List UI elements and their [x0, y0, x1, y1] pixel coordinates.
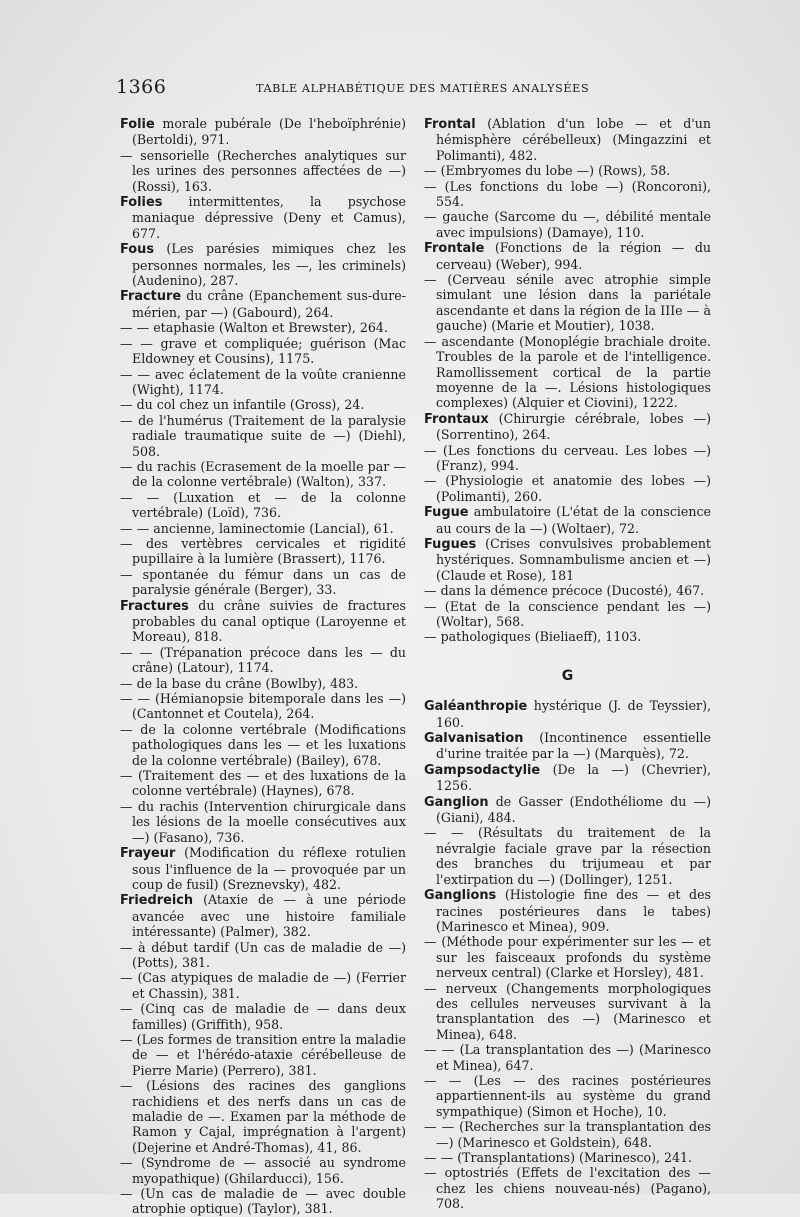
index-entry	[120, 940, 406, 971]
entry-text: — sensorielle (Recherches analytiques sur les urines des personnes affectées de —) (Rossi), 163.	[120, 147, 406, 194]
entry-text: morale pubérale (De l'heboïphrénie) (Bertoldi), 971.	[132, 116, 406, 148]
entry-term: Frontaux	[424, 411, 489, 427]
entry-term: Fugue	[424, 505, 469, 521]
entry-text: (Histologie fine des — et des racines postérieures dans le tabes) (Marinesco et Minea), 909.	[436, 887, 711, 934]
entry-text: (Ataxie de — à une période avancée avec une histoire familiale intéressante) (Palmer), 382.	[132, 892, 406, 940]
entry-text: — (Les fonctions du lobe —) (Roncoroni), 554.	[424, 178, 711, 210]
index-entry	[120, 799, 406, 845]
entry-text: — — grave et compliquée; guérison (Mac Eldowney et Cousins), 1175.	[120, 335, 406, 367]
entry-text: — — (Recherches sur la transplantation des —) (Marinesco et Goldstein), 648.	[424, 1119, 711, 1150]
index-entry	[120, 1001, 406, 1032]
entry-text: — (Embryomes du lobe —) (Rows), 58.	[424, 163, 671, 179]
entry-text: du crâne (Epanchement sus-dure-mérien, par —) (Gabourd), 264.	[132, 288, 406, 320]
entry-text: du crâne suivies de fractures probables du canal optique (Laroyenne et Moreau), 818.	[132, 597, 406, 645]
entry-term: Frontal	[424, 117, 476, 132]
entry-text: — gauche (Sarcome du —, débilité mentale avec impulsions) (Damaye), 110.	[424, 209, 711, 240]
entry-text: — pathologiques (Bieliaeff), 1103.	[424, 629, 642, 645]
entry-term: Folies	[120, 195, 163, 211]
index-entry	[120, 691, 406, 722]
index-entry	[424, 272, 711, 334]
entry-text: — des vertèbres cervicales et rigidité pupillaire à la lumière (Brassert), 1176.	[120, 535, 406, 567]
section-letter: G	[561, 667, 574, 684]
index-entry	[424, 473, 711, 504]
entry-term: Fracture	[120, 289, 182, 305]
index-entry	[120, 521, 406, 536]
entry-term: Galéanthropie	[424, 699, 528, 715]
index-entry	[120, 598, 406, 645]
entry-text: (Modification du réflexe rotulien sous l'influence de la — provoquée par un coup de fusil) (Sreznevsky), 482.	[132, 845, 406, 892]
entry-text: intermittentes, la psychose maniaque dépressive (Deny et Camus), 677.	[132, 194, 406, 241]
entry-text: — à début tardif (Un cas de maladie de —) (Potts), 381.	[120, 939, 406, 970]
entry-text: — nerveux (Changements morphologiques des cellules nerveuses survivant à la transplantation des —) (Marinesco et Minea), 648.	[424, 980, 711, 1042]
index-entry	[120, 845, 406, 892]
index-entry	[120, 397, 406, 412]
entry-text: — — (Transplantations) (Marinesco), 241.	[424, 1150, 693, 1165]
index-entry	[120, 1186, 406, 1217]
index-entry	[424, 179, 711, 210]
index-entry	[424, 1042, 711, 1073]
index-entry	[120, 676, 406, 691]
index-entry	[424, 981, 711, 1043]
page-header	[116, 76, 696, 100]
entry-text: — (Physiologie et anatomie des lobes —) (Polimanti), 260.	[424, 473, 711, 504]
entry-term: Frontale	[424, 241, 485, 257]
entry-term: Frayeur	[120, 846, 176, 862]
entry-text: — (Etat de la conscience pendant les —) (Woltar), 568.	[424, 598, 711, 629]
entry-text: — de la colonne vertébrale (Modifications pathologiques dans les — et les luxations de la colonne vertébrale) (Bailey), 678.	[120, 721, 406, 768]
left-column	[120, 116, 406, 1217]
entry-term: Fugues	[424, 536, 477, 552]
entry-term: Friedreich	[120, 893, 194, 909]
index-entry	[424, 443, 711, 474]
entry-text: — (Méthode pour expérimenter sur les — et sur les faisceaux profonds du système nerveux central) (Clarke et Horsley), 481.	[424, 934, 711, 981]
entry-text: — — (La transplantation des —) (Marinesco et Minea), 647.	[424, 1042, 711, 1073]
entry-text: — (Cas atypiques de maladie de —) (Ferrier et Chassin), 381.	[120, 970, 406, 1001]
entry-text: — — (Résultats du traitement de la névralgie faciale grave par la résection des branches du trijumeau et par l'extirpation du —) (Dollinger), 1251.	[424, 825, 711, 887]
entry-text: — — ancienne, laminectomie (Lancial), 61.	[120, 520, 394, 536]
entry-term: Gampsodactylie	[424, 762, 541, 778]
index-entry	[120, 194, 406, 241]
index-entry	[424, 411, 711, 443]
index-entry	[424, 887, 711, 934]
right-column	[424, 116, 711, 1212]
index-entry	[120, 1032, 406, 1078]
index-entry	[120, 116, 406, 148]
entry-term: Folie	[120, 117, 155, 132]
entry-text: ambulatoire (L'état de la conscience au cours de la —) (Woltaer), 72.	[436, 504, 711, 536]
entry-text: — (Cerveau sénile avec atrophie simple simulant une lésion dans la pariétale ascendante et dans la région de la IIIe — à gauche) (Marie et Moutier), 1038.	[424, 272, 711, 334]
index-entry	[424, 1150, 711, 1165]
entry-text: hystérique (J. de Teyssier), 160.	[436, 698, 711, 730]
entry-text: — — (Les — des racines postérieures appartiennent-ils au système du grand sympathique) (Simon et Hoche), 10.	[424, 1072, 711, 1119]
index-entry	[120, 320, 406, 335]
entry-text: — ascendante (Monoplégie brachiale droite. Troubles de la parole et de l'intelligence. Ramollissement cortical de la partie moyenne de la —. Lésions histologiques complexes) (Alquier et Ciovini), 1222.	[424, 333, 711, 411]
index-entry	[120, 567, 406, 598]
entry-text: — — etaphasie (Walton et Brewster), 264.	[120, 320, 388, 336]
index-entry	[120, 336, 406, 367]
index-entry	[424, 240, 711, 272]
index-entry	[120, 970, 406, 1001]
entry-term: Ganglion	[424, 794, 489, 810]
index-entry	[424, 825, 711, 887]
entry-term: Ganglions	[424, 888, 497, 904]
index-entry	[424, 536, 711, 583]
index-entry	[424, 163, 711, 178]
entry-text: — (Un cas de maladie de — avec double atrophie optique) (Taylor), 381.	[120, 1186, 406, 1217]
entry-text: — du rachis (Ecrasement de la moelle par — de la colonne vertébrale) (Walton), 337.	[120, 458, 406, 490]
entry-text: de Gasser (Endothéliome du —) (Giani), 484.	[436, 793, 711, 826]
index-entry	[424, 1165, 711, 1211]
entry-text: — (Syndrome de — associé au syndrome myopathique) (Ghilarducci), 156.	[120, 1155, 406, 1186]
index-entry	[424, 209, 711, 240]
entry-text: — (Traitement des — et des luxations de la colonne vertébrale) (Haynes), 678.	[120, 768, 406, 799]
entry-text: — (Lésions des racines des ganglions rachidiens et des nerfs dans un cas de maladie de —. Examen par la méthode de Ramon y Cajal, imprégnation à l'argent) (Dejerine et André-Thomas), 41, 86.	[120, 1078, 406, 1155]
index-entry	[424, 583, 711, 598]
entry-term: Fous	[120, 242, 154, 258]
index-entry	[424, 334, 711, 411]
index-entry	[424, 794, 711, 826]
index-entry	[424, 934, 711, 980]
index-entry	[424, 698, 711, 730]
index-entry	[424, 116, 711, 163]
index-entry	[120, 1078, 406, 1155]
page-number: 1366	[116, 76, 167, 98]
index-entry	[120, 148, 406, 194]
index-entry	[120, 536, 406, 567]
entry-text: — (Les formes de transition entre la maladie de — et l'hérédo-ataxie cérébelleuse de Pierre Marie) (Perrero), 381.	[120, 1031, 406, 1078]
entry-text: — — (Trépanation précoce dans les — du crâne) (Latour), 1174.	[120, 644, 406, 676]
index-entry	[120, 645, 406, 676]
entry-text: (Chirurgie cérébrale, lobes —) (Sorrentino), 264.	[436, 410, 711, 443]
index-entry	[120, 1155, 406, 1186]
index-entry	[120, 288, 406, 320]
running-title: TABLE ALPHABÉTIQUE DES MATIÈRES ANALYSÉES	[256, 82, 590, 95]
entry-text: — — (Luxation et — de la colonne vertébrale) (Loïd), 736.	[120, 489, 406, 521]
entry-text: — — avec éclatement de la voûte cranienne (Wight), 1174.	[120, 366, 406, 397]
entry-text: — (Cinq cas de maladie de — dans deux familles) (Griffith), 958.	[120, 1001, 406, 1032]
entry-text: (Les parésies mimiques chez les personnes normales, les —, les criminels) (Audenino), 287.	[132, 241, 406, 289]
index-entry	[424, 1119, 711, 1150]
index-entry	[424, 730, 711, 762]
entry-text: (Incontinence essentielle d'urine traitée par la —) (Marquès), 72.	[436, 730, 711, 762]
entry-text: — — (Hémianopsie bitemporale dans les —) (Cantonnet et Coutela), 264.	[120, 691, 406, 722]
index-entry	[424, 504, 711, 536]
index-entry	[120, 892, 406, 939]
entry-text: (Fonctions de la région — du cerveau) (Weber), 994.	[436, 240, 711, 272]
entry-text: — (Les fonctions du cerveau. Les lobes —) (Franz), 994.	[424, 442, 711, 473]
entry-term: Galvanisation	[424, 731, 524, 747]
entry-text: — du rachis (Intervention chirurgicale dans les lésions de la moelle consécutives aux —) (Fasano), 736.	[120, 798, 406, 845]
index-entry	[120, 490, 406, 521]
index-entry	[120, 722, 406, 768]
index-entry	[120, 413, 406, 459]
entry-text: — du col chez un infantile (Gross), 24.	[120, 397, 365, 413]
index-entry	[424, 599, 711, 630]
entry-text: — de l'humérus (Traitement de la paralysie radiale traumatique suite de —) (Diehl), 508.	[120, 412, 406, 459]
entry-text: — spontanée du fémur dans un cas de paralysie générale (Berger), 33.	[120, 566, 406, 598]
entry-term: Fractures	[120, 598, 189, 614]
index-entry	[120, 768, 406, 799]
index-entry	[424, 762, 711, 794]
entry-text: (De la —) (Chevrier), 1256.	[436, 761, 711, 794]
entry-text: — dans la démence précoce (Ducosté), 467.	[424, 583, 705, 599]
index-entry	[120, 241, 406, 288]
entry-text: — optostriés (Effets de l'excitation des — chez les chiens nouveau-nés) (Pagano), 708.	[424, 1165, 711, 1212]
index-entry	[424, 629, 711, 644]
entry-text: (Crises convulsives probablement hystériques. Somnambulisme ancien et —) (Claude et Rose), 181	[436, 535, 711, 583]
entry-text: — de la base du crâne (Bowlby), 483.	[120, 675, 359, 691]
index-entry	[120, 367, 406, 398]
entry-text: (Ablation d'un lobe — et d'un hémisphère cérébelleux) (Mingazzini et Polimanti), 482.	[436, 116, 711, 163]
index-entry	[424, 1073, 711, 1119]
index-entry	[120, 459, 406, 490]
